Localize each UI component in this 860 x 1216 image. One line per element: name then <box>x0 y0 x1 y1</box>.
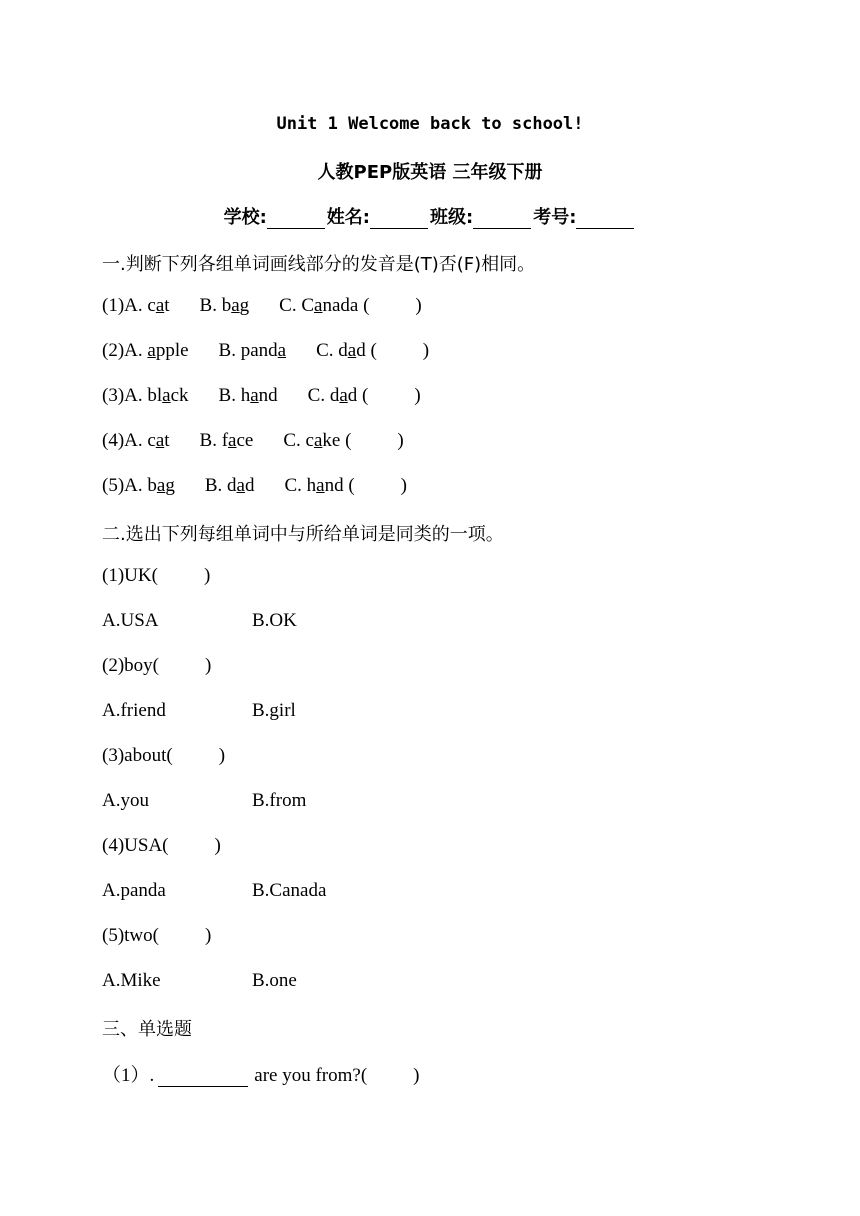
section1-item-5: (5)A. bag B. dad C. hand ( ) <box>102 475 407 496</box>
section2-option-a-1: A.USA <box>102 610 159 631</box>
section2-option-a-4: A.panda <box>102 880 166 901</box>
section2-question-5: (5)two( ) <box>102 925 212 946</box>
fill-in-blank[interactable] <box>158 1068 248 1087</box>
section1-heading: 一.判断下列各组单词画线部分的发音是(T)否(F)相同。 <box>102 254 536 275</box>
worksheet-title: Unit 1 Welcome back to school! <box>276 114 584 134</box>
section2-option-b-4: B.Canada <box>252 880 327 901</box>
section3-heading: 三、单选题 <box>102 1019 192 1040</box>
section2-question-1: (1)UK( ) <box>102 565 211 586</box>
section2-question-3: (3)about( ) <box>102 745 226 766</box>
section2-option-b-3: B.from <box>252 790 307 811</box>
section2-option-b-2: B.girl <box>252 700 296 721</box>
class-blank[interactable] <box>473 210 531 229</box>
section2-question-2: (2)boy( ) <box>102 655 212 676</box>
school-label: 学校: <box>223 207 267 228</box>
school-blank[interactable] <box>267 210 325 229</box>
section2-option-a-3: A.you <box>102 790 149 811</box>
section1-item-1: (1)A. cat B. bag C. Canada ( ) <box>102 295 422 316</box>
section2-heading: 二.选出下列每组单词中与所给单词是同类的一项。 <box>102 524 504 545</box>
section2-option-b-1: B.OK <box>252 610 297 631</box>
section1-item-4: (4)A. cat B. face C. cake ( ) <box>102 430 404 451</box>
student-info-line <box>0 203 860 229</box>
section2-option-a-2: A.friend <box>102 700 166 721</box>
section1-item-2: (2)A. apple B. panda C. dad ( ) <box>102 340 430 361</box>
section2-option-a-5: A.Mike <box>102 970 161 991</box>
section2-option-b-5: B.one <box>252 970 297 991</box>
exam-number-label: 考号: <box>533 207 577 228</box>
class-label: 班级: <box>430 207 474 228</box>
section3-question-1: （1）. are you from?( ) <box>102 1065 420 1086</box>
name-label: 姓名: <box>326 207 370 228</box>
exam-number-blank[interactable] <box>576 210 634 229</box>
name-blank[interactable] <box>370 210 428 229</box>
section1-item-3: (3)A. black B. hand C. dad ( ) <box>102 385 421 406</box>
section2-question-4: (4)USA( ) <box>102 835 221 856</box>
worksheet-subtitle: 人教PEP版英语 三年级下册 <box>317 162 543 183</box>
